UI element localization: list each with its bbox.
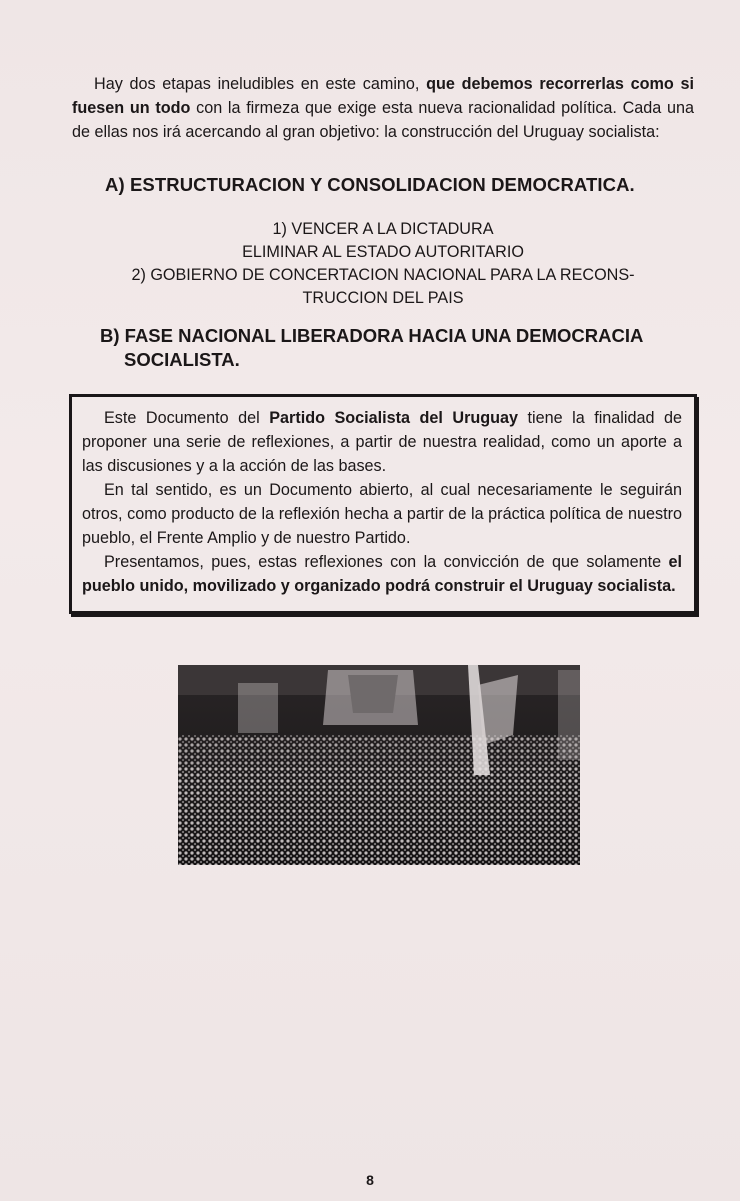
step-item: ELIMINAR AL ESTADO AUTORITARIO [242, 243, 524, 261]
intro-text-bold: que debemos recorrerlas como si fuesen un todo [72, 75, 694, 117]
party-name: Partido Socialista del Uruguay [269, 409, 519, 427]
section-b-heading-line2: SOCIALISTA. [124, 349, 240, 370]
intro-text-start: Hay dos etapas ineludibles en este camino, [94, 75, 427, 93]
section-a-heading: A) ESTRUCTURACION Y CONSOLIDACION DEMOCRATICA. [105, 174, 635, 195]
callout-paragraph-1 [82, 406, 682, 478]
step-item: 2) GOBIERNO DE CONCERTACION NACIONAL PARA LA RECONS- [131, 266, 635, 284]
callout-text [82, 406, 682, 598]
step-item: 1) VENCER A LA DICTADURA [272, 220, 494, 238]
page-number: 8 [366, 1172, 374, 1188]
callout-p3-start: Presentamos, pues, estas reflexiones con la convicción de que solamente [104, 553, 669, 571]
section-b-heading [100, 324, 660, 372]
callout-p3-bold: el pueblo unido, movilizado y organizado podrá construir el Uruguay socialista. [82, 553, 682, 595]
callout-paragraph-2: En tal sentido, es un Documento abierto, al cual necesariamente le seguirán otros, como producto de la reflexión hecha a partir de la práctica política de nuestro pueblo, el Frente Amplio y de nuestro Partido. [82, 481, 682, 547]
crowd-photo-icon [178, 665, 580, 865]
section-a-steps [72, 218, 694, 310]
intro-paragraph [72, 72, 694, 144]
crowd-photo [178, 665, 580, 865]
callout-p1-start: Este Documento del [104, 409, 270, 427]
step-item: TRUCCION DEL PAIS [302, 289, 464, 307]
callout-p1-end: tiene la finalidad de proponer una serie de reflexiones, a partir de nuestra realidad, como un aporte a las discusiones y a la acción de las bases. [82, 409, 682, 475]
intro-text-end: con la firmeza que exige esta nueva racionalidad política. Cada una de ellas nos irá acercando al gran objetivo: la construcción del Uruguay socialista: [72, 99, 695, 141]
section-b-heading-line1: B) FASE NACIONAL LIBERADORA HACIA UNA DEMOCRACIA [100, 325, 644, 346]
callout-paragraph-3 [82, 550, 682, 598]
